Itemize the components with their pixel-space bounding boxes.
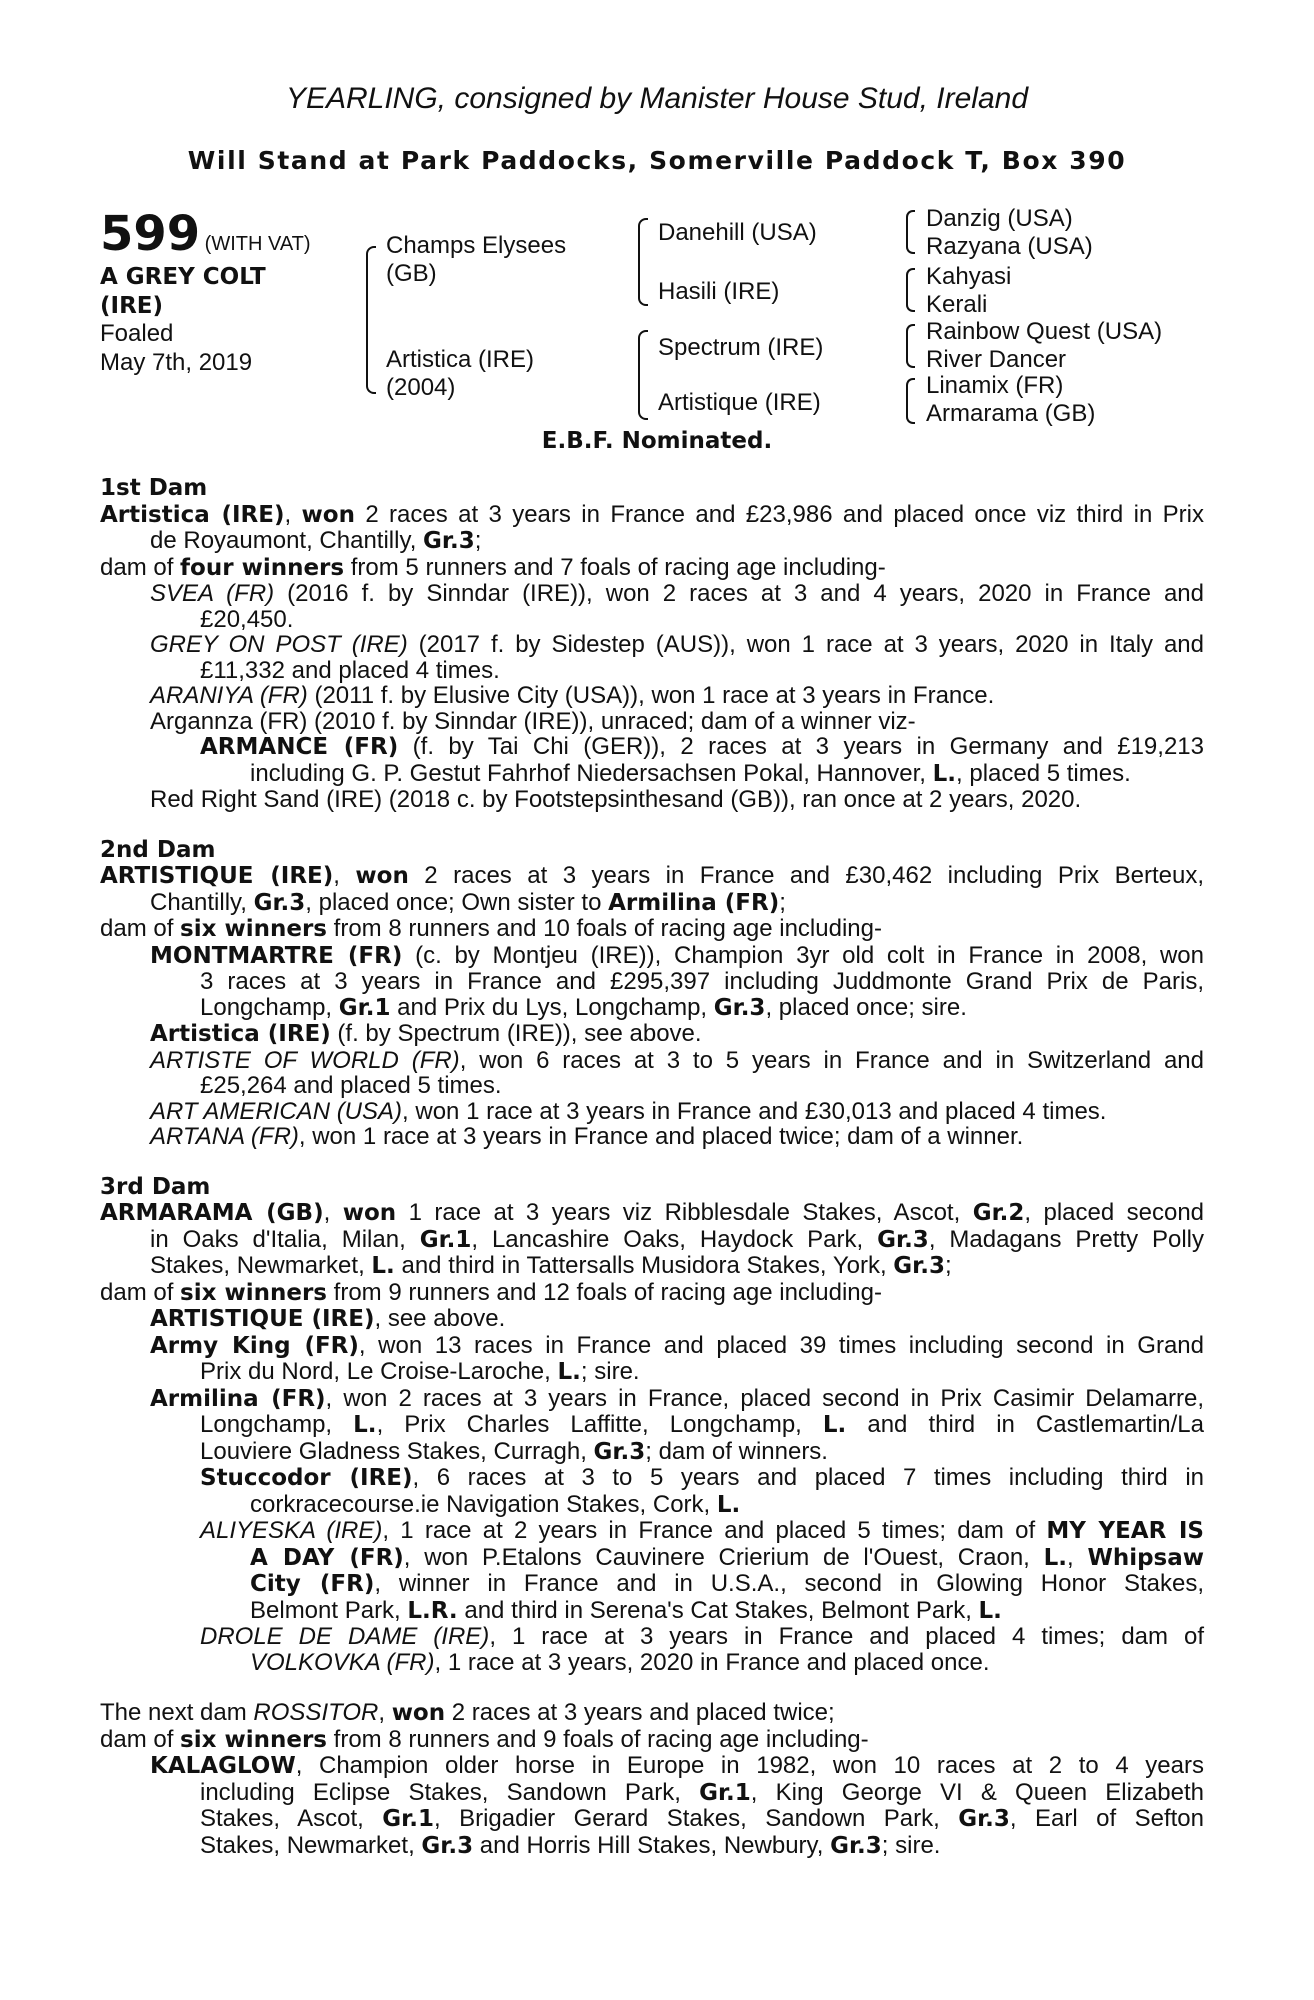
ggp-name: Linamix (FR)	[926, 372, 1064, 399]
bold-text: L.	[932, 760, 957, 787]
text-run: 2 races at 3 years in France and £23,986 and placed once viz third in Prix	[354, 500, 1204, 528]
bold-text: six winners	[180, 1279, 327, 1306]
dam-section	[100, 476, 1204, 813]
ggp-name: Kahyasi	[926, 263, 1012, 290]
foaled-date	[100, 319, 252, 377]
lot-heading	[100, 206, 311, 262]
text-run: ; dam of winners.	[645, 1437, 828, 1465]
bold-text: Gr.3	[713, 994, 766, 1021]
record-line	[100, 709, 1204, 735]
record-line	[100, 1780, 1204, 1807]
text-run: ,	[333, 862, 356, 889]
record-line	[100, 1465, 1204, 1492]
stand-location: Will Stand at Park Paddocks, Somerville Paddock T, Box 390	[187, 146, 1127, 175]
bold-text: ARTISTIQUE (IRE)	[150, 1306, 375, 1332]
pedigree-sire	[386, 232, 566, 288]
text-run: from 8 runners and 9 foals of racing age including-	[326, 1725, 869, 1753]
italic-text: ALIYESKA (IRE)	[200, 1517, 383, 1544]
text-run: and third in Serena's Cat Stakes, Belmont Park,	[457, 1596, 979, 1624]
bold-text: Stuccodor (IRE)	[200, 1465, 413, 1491]
ggp-name: Armarama (GB)	[926, 400, 1096, 427]
text-run: Stakes, Newmarket,	[200, 1831, 422, 1859]
text-run: including Eclipse Stakes, Sandown Park,	[200, 1778, 700, 1806]
record-line	[100, 658, 1204, 684]
record-line	[100, 1227, 1204, 1254]
record-line	[100, 1650, 1204, 1676]
text-run: £20,450.	[200, 605, 294, 633]
record-line	[100, 1333, 1204, 1360]
record-line	[100, 502, 1204, 529]
bold-text: KALAGLOW	[150, 1753, 296, 1779]
bold-text: Gr.3	[830, 1832, 882, 1859]
record-line	[100, 1598, 1204, 1625]
record-line	[100, 632, 1204, 658]
record-line	[100, 1412, 1204, 1439]
text-run: , Lancashire Oaks, Haydock Park,	[471, 1225, 878, 1253]
text-run: Longchamp,	[200, 1411, 354, 1438]
record-line	[100, 1200, 1204, 1227]
bold-text: Artistica (IRE)	[100, 501, 285, 528]
text-run: dam of	[100, 915, 181, 942]
bold-text: ARMANCE (FR)	[200, 734, 399, 760]
record-line	[100, 1753, 1204, 1780]
section-heading: 2nd Dam	[100, 836, 216, 863]
text-run: , see above.	[374, 1305, 506, 1332]
bold-text: L.	[1043, 1544, 1068, 1571]
record-line	[100, 995, 1204, 1022]
text-run: ;	[474, 527, 482, 554]
text-run: and Prix du Lys, Longchamp,	[390, 993, 714, 1021]
text-run: , 1 race at 3 years, 2020 in France and placed once.	[434, 1648, 990, 1676]
bold-text: L.	[353, 1412, 377, 1438]
record-line	[100, 1571, 1204, 1598]
dam-section	[100, 1175, 1204, 1676]
text-run: from 9 runners and 12 foals of racing age including-	[326, 1278, 882, 1306]
sire-dam-brace	[366, 246, 376, 394]
bold-text: L.	[822, 1412, 847, 1438]
text-run: 2 races at 3 years in France and £30,462 including Prix Berteux,	[408, 862, 1204, 889]
record-line	[100, 1021, 1204, 1048]
text-run: Stakes, Ascot,	[200, 1805, 383, 1832]
great-grandparents-1	[926, 205, 1093, 261]
text-run: (2016 f. by Sinndar (IRE)), won 2 races at 3 and 4 years, 2020 in France and	[274, 580, 1204, 607]
text-run: 1 race at 3 years viz Ribblesdale Stakes, Ascot,	[396, 1199, 973, 1226]
text-run: from 8 runners and 10 foals of racing age including-	[326, 915, 882, 942]
text-run: Longchamp,	[200, 993, 339, 1021]
vat-note: (WITH VAT)	[204, 233, 311, 255]
record-line	[100, 734, 1204, 761]
bold-text: Gr.1	[382, 1806, 434, 1832]
bold-text: L.	[978, 1597, 1002, 1624]
produce-record	[100, 476, 1204, 1859]
record-line	[100, 1727, 1204, 1754]
ebf-nominated: E.B.F. Nominated.	[541, 428, 773, 454]
bold-text: won	[301, 501, 355, 528]
text-run: , won 1 race at 3 years in France and £30,013 and placed 4 times.	[402, 1097, 1107, 1125]
great-grandparents-3	[926, 318, 1162, 374]
bold-text: Artistica (IRE)	[150, 1021, 331, 1047]
bold-text: four winners	[180, 554, 345, 581]
record-line	[100, 555, 1204, 582]
bold-text: Gr.3	[893, 1253, 945, 1279]
bold-text: ARMARAMA (GB)	[100, 1200, 324, 1226]
text-run: The next dam	[100, 1699, 254, 1726]
bold-text: Armilina (FR)	[150, 1385, 326, 1412]
bold-text: L.	[716, 1491, 741, 1518]
ggp-brace	[906, 378, 915, 424]
text-run: and Horris Hill Stakes, Newbury,	[473, 1831, 831, 1859]
text-run: , Champion older horse in Europe in 1982, won 10 races at 2 to 4 years	[295, 1752, 1204, 1779]
text-run: , Brigadier Gerard Stakes, Sandown Park,	[433, 1805, 959, 1832]
record-line	[100, 1306, 1204, 1333]
bold-text: A DAY (FR)	[250, 1544, 404, 1571]
text-run: Prix du Nord, Le Croise-Laroche,	[200, 1358, 558, 1385]
bold-text: won	[355, 863, 409, 889]
ggp-name: River Dancer	[926, 346, 1067, 373]
great-grandparents-4	[926, 372, 1095, 428]
bold-text: City (FR)	[250, 1571, 375, 1597]
bold-text: Army King (FR)	[150, 1332, 359, 1359]
record-line	[100, 1806, 1204, 1833]
pedigree-dam	[386, 346, 534, 402]
text-run: dam of	[100, 1725, 181, 1753]
dam-section	[100, 1700, 1204, 1859]
text-run: , 1 race at 3 years in France and placed 4 times; dam of	[489, 1623, 1204, 1650]
bold-text: won	[342, 1200, 397, 1226]
text-run: ;	[779, 888, 786, 916]
bold-text: Whipsaw	[1087, 1544, 1205, 1571]
text-run: from 5 runners and 7 foals of racing age including-	[344, 553, 886, 581]
record-line	[100, 1073, 1204, 1099]
text-run: Argannza (FR) (2010 f. by Sinndar (IRE)), unraced; dam of a winner viz-	[150, 707, 916, 735]
ggp-brace	[906, 324, 915, 368]
lot-number: 599	[100, 206, 201, 262]
text-run: ,	[378, 1699, 392, 1726]
great-grandparents-2	[926, 263, 1011, 319]
text-run: , Earl of Sefton	[1009, 1805, 1204, 1832]
section-heading: 3rd Dam	[100, 1173, 211, 1200]
section-heading: 1st Dam	[100, 475, 208, 501]
foaled-label: Foaled	[100, 320, 174, 347]
catalogue-title: YEARLING, consigned by Manister House Stud, Ireland	[285, 82, 1029, 115]
record-line	[100, 1280, 1204, 1307]
record-line	[100, 863, 1204, 890]
bold-text: six winners	[180, 1726, 327, 1753]
text-run: (2017 f. by Sidestep (AUS)), won 1 race at 3 years, 2020 in Italy and	[407, 631, 1204, 658]
record-line	[100, 1833, 1204, 1860]
text-run: Belmont Park,	[250, 1596, 408, 1624]
text-run: corkracecourse.ie Navigation Stakes, Cork,	[250, 1490, 717, 1518]
record-line	[100, 1518, 1204, 1545]
record-line	[100, 1359, 1204, 1386]
text-run: , won 1 race at 3 years in France and placed twice; dam of a winner.	[298, 1123, 1024, 1150]
italic-text: GREY ON POST (IRE)	[150, 631, 408, 658]
dam-name: Artistica (IRE)	[386, 346, 535, 373]
text-run: and third in Tattersalls Musidora Stakes, York,	[394, 1252, 894, 1279]
bold-text: Armilina (FR)	[608, 889, 780, 916]
bold-text: Gr.2	[972, 1200, 1025, 1226]
record-line	[100, 1253, 1204, 1280]
text-run: £25,264 and placed 5 times.	[200, 1072, 502, 1099]
lot-description-line: (IRE)	[100, 293, 164, 319]
text-run: (c. by Montjeu (IRE)), Champion 3yr old colt in France in 2008, won	[402, 941, 1204, 969]
dam-sire: Spectrum (IRE)	[658, 334, 824, 361]
record-line	[100, 1624, 1204, 1650]
record-line	[100, 1124, 1204, 1150]
text-run: 2 races at 3 years and placed twice;	[445, 1699, 835, 1726]
bold-text: Gr.1	[699, 1779, 751, 1806]
bold-text: six winners	[180, 916, 327, 942]
text-run: ,	[323, 1199, 343, 1226]
bold-text: won	[391, 1700, 446, 1726]
bold-text: L.	[557, 1359, 581, 1385]
text-run: , 6 races at 3 to 5 years and placed 7 times including third in	[412, 1464, 1204, 1491]
text-run: ; sire.	[580, 1358, 640, 1385]
record-line	[100, 1492, 1204, 1519]
text-run: , Madagans Pretty Polly	[928, 1225, 1205, 1253]
text-run: , placed 5 times.	[956, 759, 1131, 787]
text-run: , winner in France and in U.S.A., second in Glowing Honor Stakes,	[374, 1570, 1205, 1597]
text-run: , King George VI & Queen Elizabeth	[750, 1778, 1204, 1806]
bold-text: Gr.1	[338, 994, 391, 1021]
record-line	[100, 943, 1204, 970]
bold-text: Gr.3	[421, 1832, 474, 1859]
record-line	[100, 761, 1204, 788]
bold-text: Gr.3	[593, 1438, 646, 1465]
italic-text: ART AMERICAN (USA)	[150, 1097, 403, 1125]
bold-text: Gr.1	[419, 1226, 472, 1253]
lot-description-line: A GREY COLT	[100, 264, 266, 290]
lot-description	[100, 263, 266, 321]
record-line	[100, 1099, 1204, 1125]
italic-text: ARANIYA (FR)	[150, 682, 308, 709]
italic-text: DROLE DE DAME (IRE)	[200, 1623, 490, 1650]
text-run: , placed second	[1024, 1199, 1205, 1226]
text-run: £11,332 and placed 4 times.	[200, 656, 500, 684]
dam-year: (2004)	[386, 374, 456, 401]
text-run: 3 races at 3 years in France and £295,397 including Juddmonte Grand Prix de Paris,	[200, 968, 1204, 995]
record-line	[100, 1700, 1204, 1727]
record-line	[100, 1048, 1204, 1074]
text-run: Louviere Gladness Stakes, Curragh,	[200, 1437, 594, 1465]
text-run: Red Right Sand (IRE) (2018 c. by Footstepsinthesand (GB)), ran once at 2 years, 2020.	[150, 786, 1082, 813]
sire-origin: (GB)	[386, 260, 437, 287]
record-line	[100, 607, 1204, 633]
text-run: in Oaks d'Italia, Milan,	[150, 1225, 420, 1253]
italic-text: SVEA (FR)	[150, 580, 275, 607]
bold-text: Gr.3	[253, 889, 306, 916]
record-line	[100, 528, 1204, 555]
text-run: , won 2 races at 3 years in France, placed second in Prix Casimir Delamarre,	[325, 1384, 1204, 1412]
text-run: , Prix Charles Laffitte, Longchamp,	[376, 1411, 823, 1438]
bold-text: L.	[371, 1253, 395, 1279]
text-run: (2011 f. by Elusive City (USA)), won 1 race at 3 years in France.	[307, 682, 995, 709]
grandsire: Danehill (USA)	[658, 219, 817, 246]
text-run: including G. P. Gestut Fahrhof Niedersachsen Pokal, Hannover,	[250, 759, 933, 787]
text-run: dam of	[100, 1278, 181, 1306]
bold-text: L.R.	[407, 1597, 458, 1624]
record-line	[100, 1386, 1204, 1413]
bold-text: MY YEAR IS	[1046, 1518, 1204, 1544]
sire-name: Champs Elysees	[386, 232, 567, 259]
sire-line-brace	[638, 218, 648, 306]
record-line	[100, 969, 1204, 995]
foaled-value: May 7th, 2019	[100, 349, 253, 376]
text-run: de Royaumont, Chantilly,	[150, 527, 424, 554]
text-run: Chantilly,	[150, 888, 254, 916]
ggp-name: Razyana (USA)	[926, 233, 1093, 260]
text-run: ;	[944, 1252, 952, 1279]
text-run: , placed once; sire.	[765, 993, 967, 1021]
bold-text: Gr.3	[423, 528, 475, 554]
text-run: (f. by Spectrum (IRE)), see above.	[330, 1020, 702, 1047]
italic-text: ARTISTE OF WORLD (FR)	[150, 1046, 460, 1074]
record-line	[100, 1439, 1204, 1466]
italic-text: ARTANA (FR)	[150, 1123, 299, 1150]
bold-text: ARTISTIQUE (IRE)	[100, 863, 334, 889]
record-line	[100, 916, 1204, 943]
text-run: , 1 race at 2 years in France and placed 5 times; dam of	[382, 1517, 1047, 1544]
record-line	[100, 787, 1204, 813]
italic-text: ROSSITOR	[253, 1699, 379, 1726]
ggp-brace	[906, 268, 915, 312]
text-run: , placed once; Own sister to	[305, 888, 609, 916]
text-run: (f. by Tai Chi (GER)), 2 races at 3 years in Germany and £19,213	[398, 733, 1204, 760]
granddam: Hasili (IRE)	[658, 278, 780, 305]
record-line	[100, 1545, 1204, 1572]
text-run: , won 6 races at 3 to 5 years in France and in Switzerland and	[459, 1046, 1204, 1074]
dam-line-brace	[638, 330, 648, 420]
ggp-name: Danzig (USA)	[926, 205, 1073, 232]
text-run: ; sire.	[881, 1831, 941, 1859]
text-run: ,	[1067, 1543, 1088, 1571]
ggp-name: Rainbow Quest (USA)	[926, 318, 1163, 345]
text-run: and third in Castlemartin/La	[846, 1411, 1205, 1438]
ggp-name: Kerali	[926, 291, 988, 318]
bold-text: Gr.3	[877, 1226, 929, 1253]
text-run: dam of	[100, 553, 181, 581]
text-run: ,	[284, 500, 302, 528]
text-run: , won P.Etalons Cauvinere Crierium de l'Ouest, Craon,	[403, 1543, 1044, 1571]
text-run: Stakes, Newmarket,	[150, 1252, 372, 1279]
record-line	[100, 581, 1204, 607]
record-line	[100, 683, 1204, 709]
text-run: , won 13 races in France and placed 39 times including second in Grand	[358, 1331, 1204, 1359]
bold-text: Gr.3	[958, 1806, 1010, 1832]
ggp-brace	[906, 210, 915, 254]
italic-text: VOLKOVKA (FR)	[250, 1648, 435, 1676]
dam-dam: Artistique (IRE)	[658, 389, 821, 416]
record-line	[100, 890, 1204, 917]
bold-text: MONTMARTRE (FR)	[150, 942, 403, 969]
dam-section	[100, 838, 1204, 1150]
